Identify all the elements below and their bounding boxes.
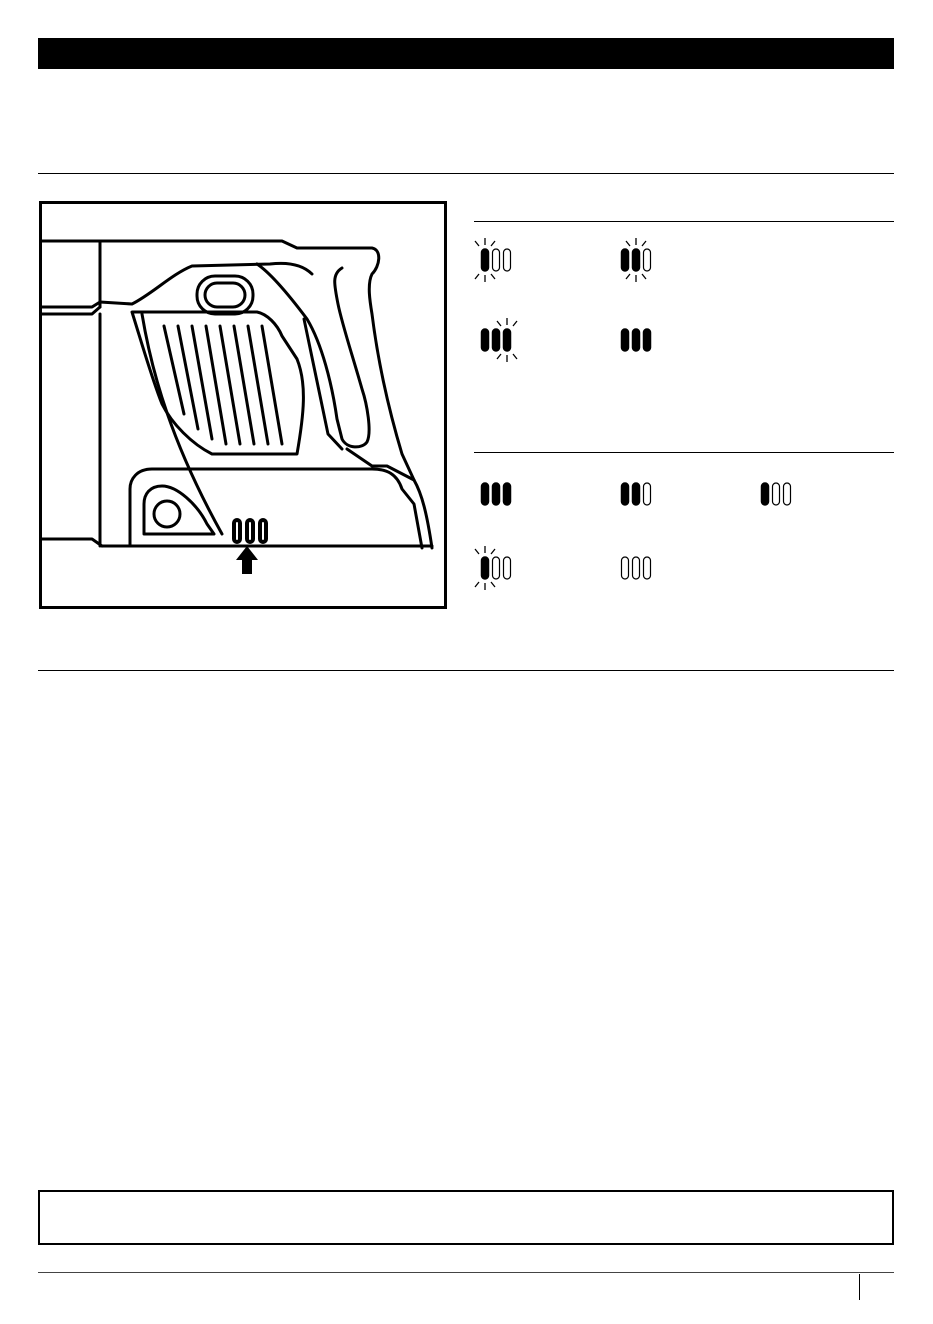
led-off	[622, 557, 629, 579]
led-none-lit-icon	[608, 540, 664, 596]
section-divider-top	[38, 173, 894, 174]
blink-ray	[642, 241, 646, 246]
led-lit	[633, 483, 640, 505]
led-off	[493, 557, 500, 579]
led-lit	[622, 329, 629, 351]
footer-rule	[38, 1272, 894, 1273]
led-off	[633, 557, 640, 579]
led-off	[644, 249, 651, 271]
led-lit	[644, 329, 651, 351]
blink-ray	[497, 354, 501, 359]
blink-ray	[491, 241, 495, 246]
indicator-upper-3	[468, 312, 524, 368]
blink-ray	[475, 241, 479, 246]
blink-ray	[642, 274, 646, 279]
led-lit	[482, 483, 489, 505]
up-arrow-icon	[236, 546, 258, 574]
blink-ray	[475, 549, 479, 554]
led-blink-second-of-three-icon	[608, 232, 664, 288]
footer-page-separator	[859, 1274, 860, 1300]
led-lit	[504, 483, 511, 505]
led-three-lit-icon	[468, 466, 524, 522]
led-lit	[622, 483, 629, 505]
blink-ray	[491, 582, 495, 587]
led-three-lit-icon	[608, 312, 664, 368]
blink-ray	[513, 354, 517, 359]
led-off	[504, 557, 511, 579]
led-one-lit-icon	[748, 466, 804, 522]
section-divider-bottom	[38, 670, 894, 671]
led-lit	[504, 329, 511, 351]
led-lit	[633, 249, 640, 271]
indicator-upper-2	[608, 232, 664, 288]
led-two-lit-icon	[608, 466, 664, 522]
table-divider-upper	[474, 221, 894, 222]
led-lit	[633, 329, 640, 351]
blink-ray	[475, 274, 479, 279]
indicator-upper-1	[468, 232, 524, 288]
indicator-lower-1	[468, 466, 524, 522]
led-lit	[482, 557, 489, 579]
blink-ray	[475, 582, 479, 587]
notice-box	[38, 1190, 894, 1245]
drill-battery-level-indicator-illustration	[42, 204, 444, 606]
blink-ray	[491, 549, 495, 554]
indicator-upper-4	[608, 312, 664, 368]
led-lit	[482, 329, 489, 351]
led-lit	[622, 249, 629, 271]
blink-ray	[491, 274, 495, 279]
led-off	[644, 483, 651, 505]
table-divider-lower	[474, 452, 894, 453]
led-lit	[762, 483, 769, 505]
header-bar	[38, 38, 894, 69]
indicator-lower-2	[608, 466, 664, 522]
blink-ray	[497, 321, 501, 326]
led-blink-first-of-three-icon	[468, 540, 524, 596]
blink-ray	[513, 321, 517, 326]
led-lit	[482, 249, 489, 271]
indicator-lower-3	[748, 466, 804, 522]
blink-ray	[626, 274, 630, 279]
led-lit	[493, 329, 500, 351]
led-off	[504, 249, 511, 271]
led-off	[784, 483, 791, 505]
led-blink-first-of-three-icon	[468, 232, 524, 288]
led-off	[644, 557, 651, 579]
drill-illustration-frame	[39, 201, 447, 609]
led-blink-third-of-three-icon	[468, 312, 524, 368]
indicator-lower-4	[468, 540, 524, 596]
led-lit	[493, 483, 500, 505]
led-off	[493, 249, 500, 271]
indicator-lower-5	[608, 540, 664, 596]
blink-ray	[626, 241, 630, 246]
led-off	[773, 483, 780, 505]
